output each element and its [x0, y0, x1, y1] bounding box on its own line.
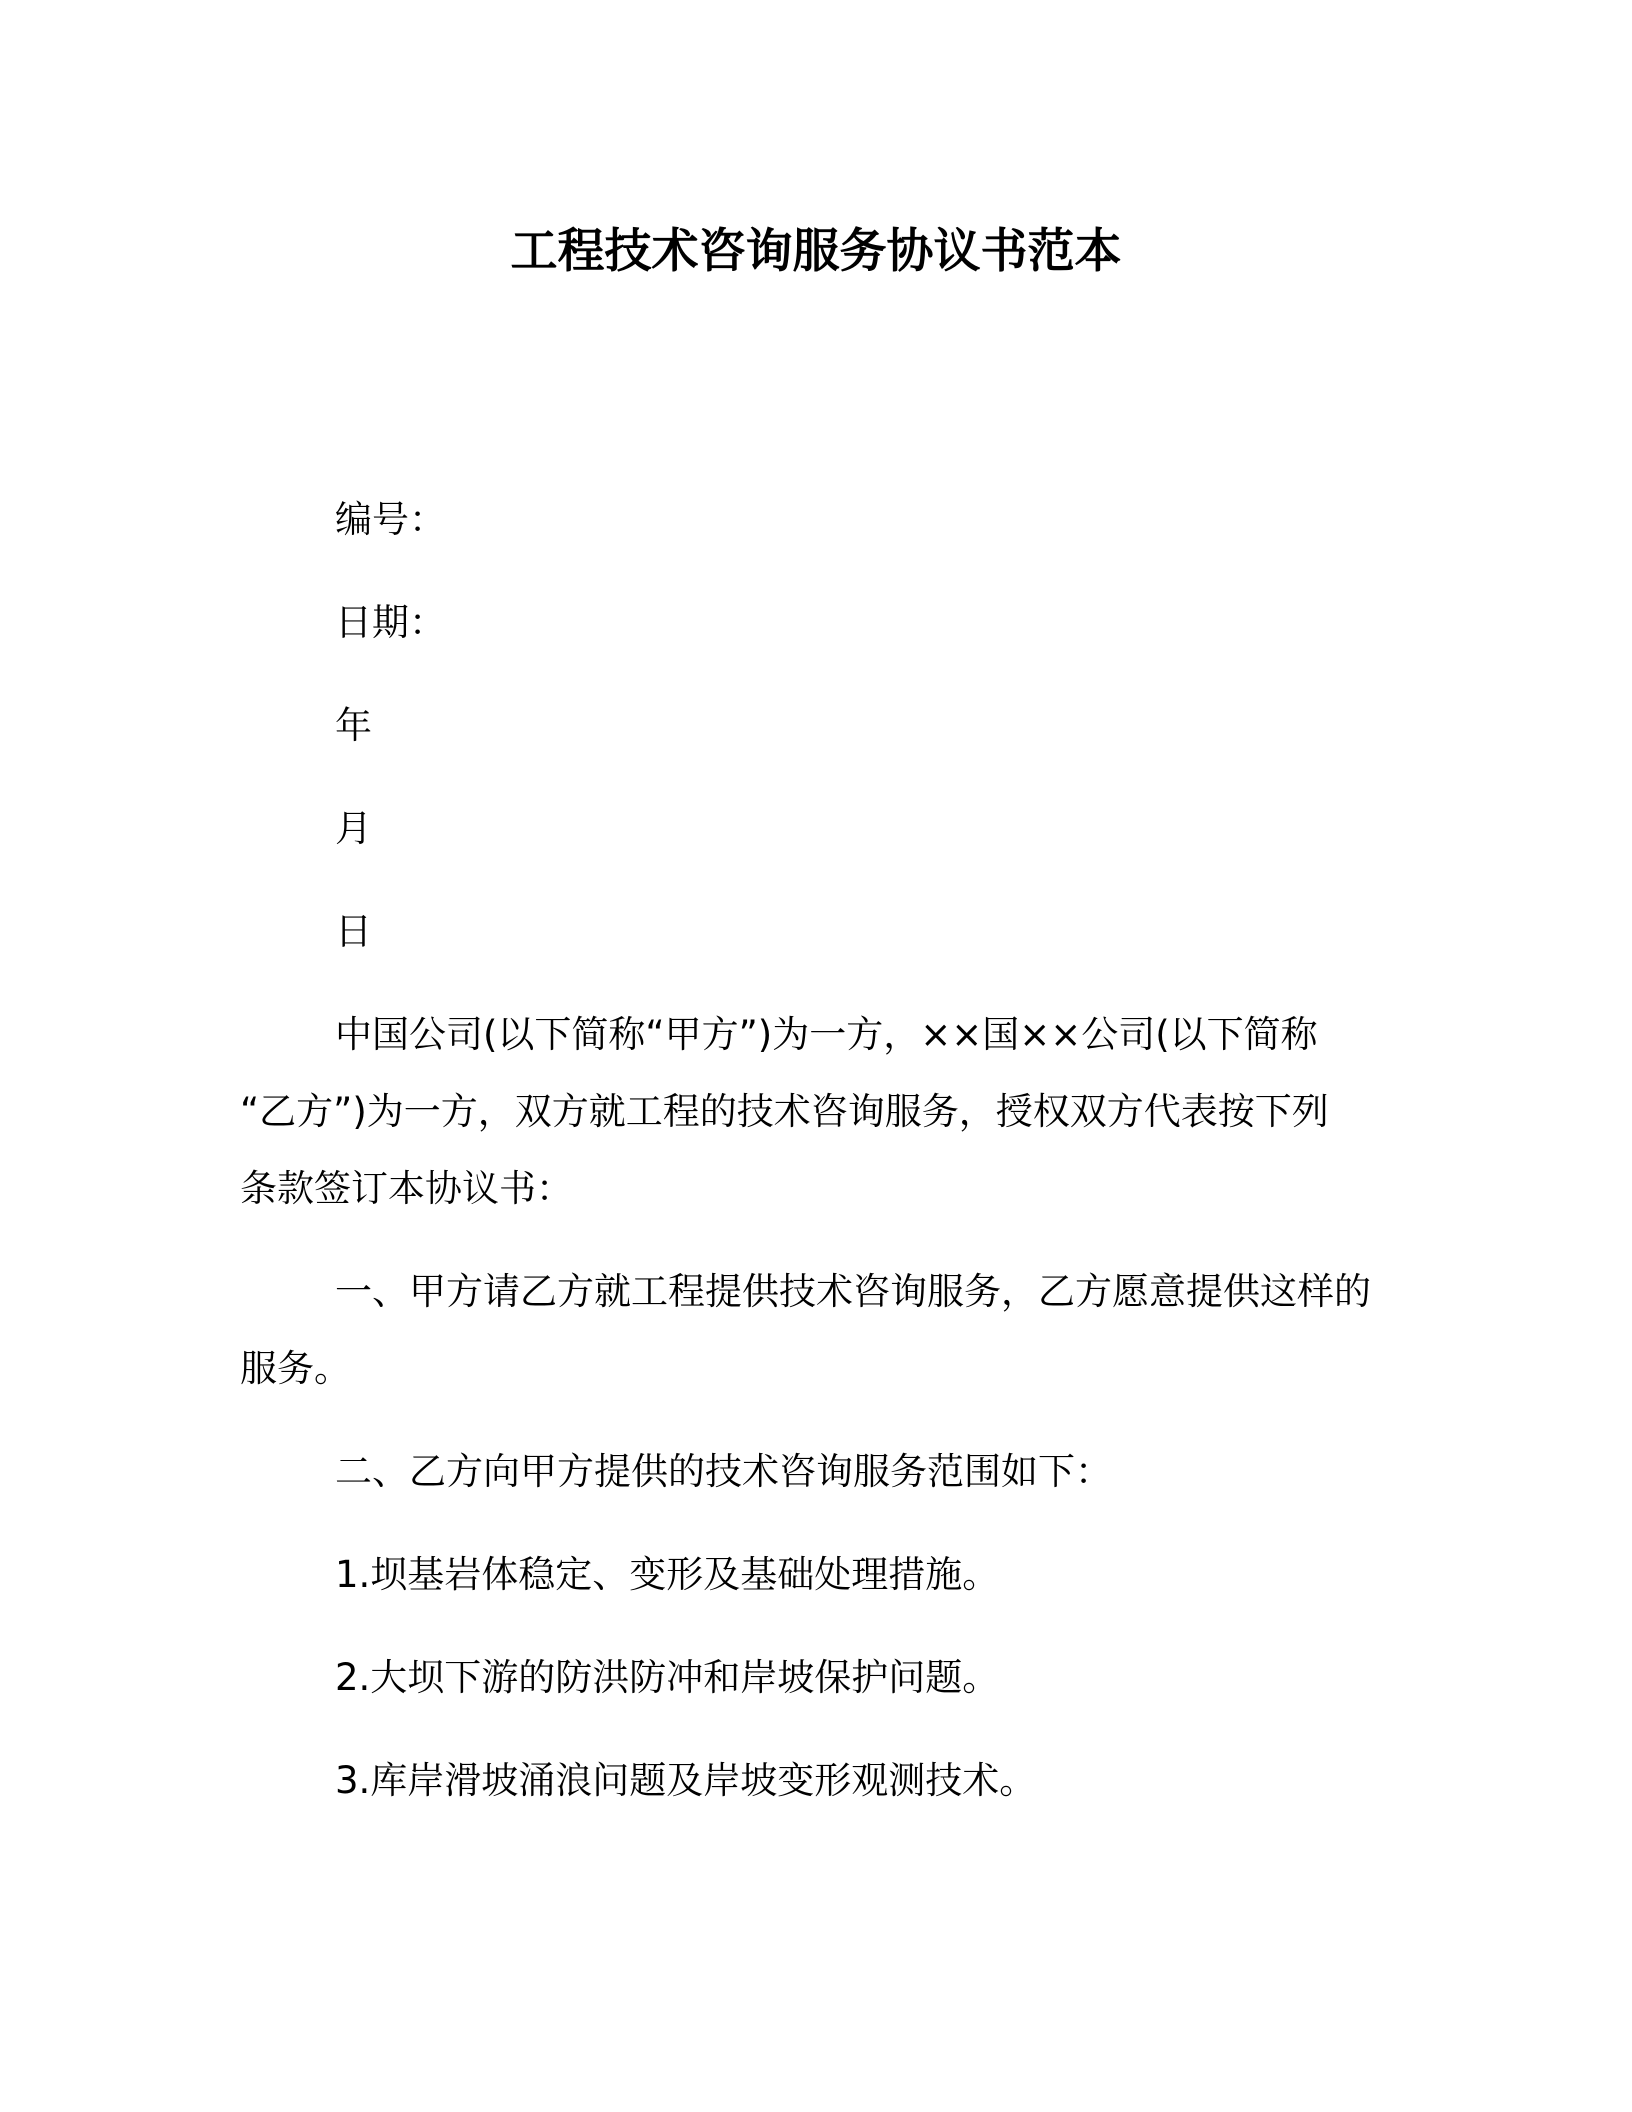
month-label: 月	[335, 807, 372, 850]
day-label: 日	[335, 910, 372, 953]
clause-2-item: 1.坝基岩体稳定、变形及基础处理措施。	[335, 1553, 1000, 1596]
intro-paragraph-line-2: “乙方”)为一方，双方就工程的技术咨询服务，授权双方代表按下列	[240, 1090, 1329, 1133]
clause-1-line-2: 服务。	[240, 1347, 351, 1390]
clause-2-item: 3.库岸滑坡涌浪问题及岸坡变形观测技术。	[335, 1759, 1037, 1802]
clause-1-line-1: 一、甲方请乙方就工程提供技术咨询服务，乙方愿意提供这样的	[335, 1270, 1371, 1313]
intro-paragraph-line-3: 条款签订本协议书：	[240, 1167, 573, 1210]
year-label: 年	[335, 704, 372, 747]
document-title: 工程技术咨询服务协议书范本	[510, 224, 1122, 279]
clause-2-heading: 二、乙方向甲方提供的技术咨询服务范围如下：	[335, 1450, 1112, 1493]
clause-2-item: 2.大坝下游的防洪防冲和岸坡保护问题。	[335, 1656, 1000, 1699]
intro-paragraph-line-1: 中国公司(以下简称“甲方”)为一方，××国××公司(以下简称	[335, 1013, 1318, 1056]
number-field-label: 编号：	[335, 498, 446, 541]
date-field-label: 日期：	[335, 601, 446, 644]
